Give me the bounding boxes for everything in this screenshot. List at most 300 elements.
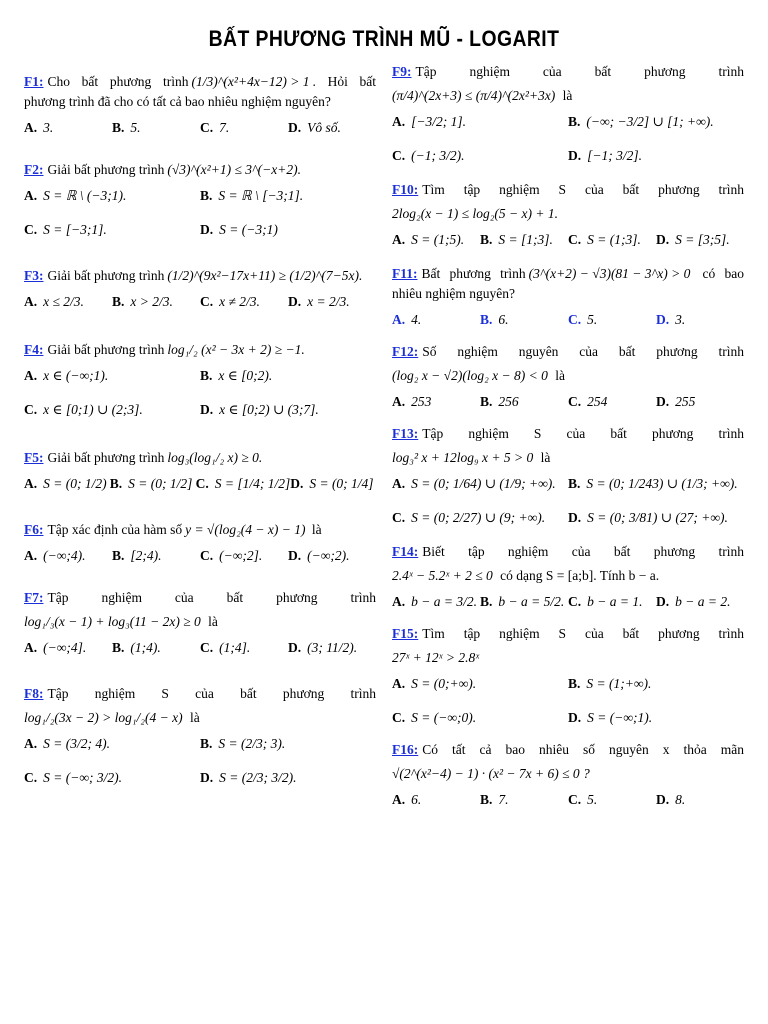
question-text [24,520,376,540]
math-formula: (1/3)^(x²+4x−12) > 1 [191,74,310,89]
option-key: D. [656,394,670,409]
option-value: (1;4). [130,640,161,655]
answer-options [24,474,376,494]
question-prompt: Tìm tập nghiệm S của bất phương trình [422,182,744,197]
answer-option[interactable] [656,790,744,810]
answer-option[interactable] [200,366,376,386]
option-key: B. [200,368,213,383]
question-label: F2: [24,162,44,177]
question-prompt: Tập nghiệm S của bất phương trình [422,426,744,441]
question-prompt: Giải bất phương trình [47,162,165,177]
option-key: C. [24,222,38,237]
question-label: F8: [24,686,44,701]
formula-line [392,644,744,668]
option-value: (−∞;4). [43,548,86,563]
option-key: B. [568,476,581,491]
option-key: B. [480,394,493,409]
question-text [24,160,376,180]
option-key: C. [200,294,214,309]
option-key: D. [288,640,302,655]
math-formula: 2log₂(x − 1) ≤ log₂(5 − x) + 1. [392,206,558,221]
answer-options [392,230,744,250]
question-text [24,72,376,112]
option-key: A. [24,476,38,491]
option-value: S = (−∞;1). [587,710,653,725]
option-value: (−∞; −3/2] ∪ [1; +∞). [586,114,714,129]
option-key: B. [109,476,123,491]
option-key: B. [480,232,493,247]
option-key: D. [656,232,670,247]
formula-line [24,704,376,728]
answer-option[interactable] [288,292,376,312]
question-prompt-tail: là [551,368,565,383]
option-value: S = (1;3]. [587,232,641,247]
option-value: 8. [675,792,686,807]
option-value: S = (0; 3/81) ∪ (27; +∞). [587,510,728,525]
option-key: C. [195,476,209,491]
option-key: C. [392,510,406,525]
question-prompt: Bất phương trình [421,266,526,281]
math-formula: 2.4ˣ − 5.2ˣ + 2 ≤ 0 [392,568,493,583]
question-label: F10: [392,182,419,197]
option-value: 256 [498,394,519,409]
option-key: B. [112,640,125,655]
option-value: S = (0; 1/2] [128,476,193,491]
question-text [392,342,744,362]
question-text [392,740,744,760]
answer-option[interactable] [288,546,376,566]
question-text [24,266,376,286]
answer-option[interactable] [392,674,568,694]
question-label: F12: [392,344,419,359]
question-f2 [24,160,376,240]
answer-option[interactable] [24,734,200,754]
option-key: B. [112,548,125,563]
answer-options [24,186,376,240]
answer-options [392,790,744,810]
question-f8 [24,684,376,788]
math-formula: log₁/₃(x − 1) + log₃(11 − 2x) ≥ 0 [24,614,201,629]
answer-option[interactable] [200,546,288,566]
formula-line [392,82,744,106]
question-label: F15: [392,626,419,641]
answer-options [24,118,376,138]
answer-option[interactable] [288,638,376,658]
question-label: F11: [392,266,418,281]
option-value: S = (0; 1/64) ∪ (1/9; +∞). [411,476,556,491]
option-value: x > 2/3. [130,294,173,309]
option-key: D. [568,148,582,163]
option-value: 4. [411,312,422,327]
answer-options [392,392,744,412]
answer-option[interactable] [480,592,568,612]
answer-option[interactable] [200,220,376,240]
answer-option[interactable] [568,112,744,132]
option-key: A. [24,640,38,655]
math-formula: log₁/₂ (x² − 3x + 2) ≥ −1. [167,342,305,357]
question-label: F16: [392,742,419,757]
answer-option[interactable] [112,638,200,658]
option-key: D. [290,476,304,491]
option-key: B. [200,736,213,751]
answer-options [392,112,744,166]
question-label: F9: [392,64,412,79]
question-prompt: Tập nghiệm của bất phương trình [415,64,744,79]
answer-option[interactable] [200,734,376,754]
question-text [392,542,744,562]
answer-option[interactable] [112,546,200,566]
option-value: x ∈ [0;1) ∪ (2;3]. [43,402,143,417]
option-value: S = (2/3; 3). [218,736,286,751]
question-f4 [24,340,376,420]
answer-options [392,474,744,528]
option-value: x = 2/3. [307,294,350,309]
option-value: b − a = 5/2. [498,594,565,609]
option-key: A. [392,312,406,327]
option-key: D. [656,792,670,807]
option-value: [−1; 3/2]. [587,148,642,163]
option-value: S = (1;5). [411,232,465,247]
answer-option[interactable] [196,474,291,494]
option-value: 7. [219,120,230,135]
question-label: F7: [24,590,44,605]
question-f13 [392,424,744,528]
answer-option[interactable] [392,474,568,494]
answer-option[interactable] [392,230,480,250]
option-value: 3. [675,312,686,327]
answer-option[interactable] [392,146,568,166]
option-value: [2;4). [130,548,162,563]
question-label: F3: [24,268,44,283]
question-prompt: Có tất cả bao nhiêu số nguyên x thỏa mãn [422,742,744,757]
question-prompt: Tập xác định của hàm số [47,522,183,537]
option-key: C. [392,710,406,725]
answer-option[interactable] [568,146,744,166]
math-formula: (3^(x+2) − √3)(81 − 3^x) > 0 [528,266,691,281]
option-value: 5. [130,120,141,135]
answer-option[interactable] [568,310,656,330]
option-key: C. [200,640,214,655]
option-value: 254 [587,394,608,409]
answer-option[interactable] [24,638,112,658]
question-prompt: Tập nghiệm S của bất phương trình [47,686,376,701]
answer-option[interactable] [200,768,376,788]
option-key: B. [480,312,493,327]
option-value: S = ℝ \ [−3;1]. [218,188,304,203]
option-key: D. [200,222,214,237]
option-key: A. [24,368,38,383]
answer-option[interactable] [568,592,656,612]
question-prompt: Giải bất phương trình [47,268,165,283]
answer-option[interactable] [568,474,744,494]
answer-option[interactable] [24,366,200,386]
question-f10 [392,180,744,250]
option-key: B. [480,594,493,609]
answer-option[interactable] [24,768,200,788]
option-value: (−∞;2]. [219,548,263,563]
question-f5 [24,448,376,494]
answer-option[interactable] [200,186,376,206]
option-value: S = (0; 1/4] [309,476,374,491]
option-value: S = (−∞; 3/2). [43,770,122,785]
option-value: S = (3/2; 4). [43,736,110,751]
option-key: A. [392,676,406,691]
answer-option[interactable] [656,592,744,612]
math-formula: log₁/₂(3x − 2) > log₁/₂(4 − x) [24,710,183,725]
option-value: 253 [411,394,432,409]
option-key: B. [200,188,213,203]
answer-option[interactable] [290,474,376,494]
option-value: 5. [587,312,598,327]
answer-option[interactable] [24,474,110,494]
option-value: (−1; 3/2). [411,148,465,163]
answer-option[interactable] [200,638,288,658]
option-key: A. [24,548,38,563]
answer-option[interactable] [392,392,480,412]
option-value: S = [−3;1]. [43,222,107,237]
option-key: A. [392,476,406,491]
answer-option[interactable] [24,292,112,312]
option-key: D. [656,594,670,609]
option-key: C. [568,232,582,247]
question-prompt-tail: là [204,614,218,629]
option-key: C. [568,312,582,327]
option-value: 7. [498,792,509,807]
answer-option[interactable] [392,112,568,132]
question-prompt-tail: là [559,88,573,103]
question-prompt-tail: có dạng S = [a;b]. Tính b − a. [496,568,660,583]
option-value: S = (0; 1/2) [43,476,107,491]
question-prompt: Cho bất phương trình [47,74,189,89]
answer-option[interactable] [568,230,656,250]
answer-option[interactable] [24,118,112,138]
option-value: x ∈ (−∞;1). [43,368,109,383]
option-value: (−∞;2). [307,548,350,563]
question-f16 [392,740,744,810]
question-f1 [24,72,376,138]
answer-option[interactable] [568,674,744,694]
answer-option[interactable] [392,592,480,612]
answer-option[interactable] [480,310,568,330]
question-text [392,180,744,200]
option-key: C. [200,548,214,563]
question-text [392,424,744,444]
answer-option[interactable] [112,292,200,312]
option-key: A. [392,114,406,129]
option-key: D. [288,548,302,563]
right-column [392,60,744,810]
answer-option[interactable] [480,230,568,250]
math-formula: √(2^(x²−4) − 1) · (x² − 7x + 6) ≤ 0 ? [392,766,590,781]
answer-options [24,292,376,312]
option-key: C. [24,770,38,785]
question-f7 [24,588,376,658]
option-value: S = (0; 2/27) ∪ (9; +∞). [411,510,546,525]
option-value: [−3/2; 1]. [411,114,466,129]
option-value: S = (1;+∞). [586,676,652,691]
question-prompt: Tìm tập nghiệm S của bất phương trình [422,626,744,641]
formula-line [392,200,744,224]
option-value: b − a = 2. [675,594,731,609]
option-key: A. [392,394,406,409]
option-value: (1;4]. [219,640,251,655]
option-key: D. [656,312,670,327]
option-value: x ∈ [0;2). [218,368,273,383]
question-prompt-tail: là [186,710,200,725]
question-label: F5: [24,450,44,465]
option-key: C. [392,148,406,163]
question-prompt: Biết tập nghiệm của bất phương trình [422,544,744,559]
answer-option[interactable] [24,186,200,206]
option-key: D. [288,120,302,135]
answer-option[interactable] [392,708,568,728]
option-value: S = [1/4; 1/2] [214,476,291,491]
option-key: A. [24,294,38,309]
option-key: B. [112,294,125,309]
question-text [24,340,376,360]
answer-options [24,546,376,566]
option-value: S = (−3;1) [219,222,278,237]
answer-option[interactable] [656,230,744,250]
option-key: B. [112,120,125,135]
answer-option[interactable] [110,474,196,494]
option-value: 3. [43,120,54,135]
math-formula: log₃² x + 12log₉ x + 5 > 0 [392,450,534,465]
answer-option[interactable] [200,400,376,420]
option-key: B. [568,114,581,129]
question-text [24,588,376,608]
option-key: A. [24,736,38,751]
option-value: 6. [411,792,422,807]
option-key: A. [392,792,406,807]
formula-line [392,562,744,586]
option-key: B. [568,676,581,691]
question-prompt: Số nghiệm nguyên của bất phương trình [422,344,744,359]
math-formula: (log₂ x − √2)(log₂ x − 8) < 0 [392,368,548,383]
answer-options [24,638,376,658]
question-text [392,624,744,644]
answer-option[interactable] [480,790,568,810]
question-f6 [24,520,376,566]
answer-options [392,310,744,330]
option-key: D. [568,710,582,725]
question-f11 [392,264,744,330]
math-formula: y = √(log₂(4 − x) − 1) [185,522,306,537]
question-prompt: Giải bất phương trình [47,450,165,465]
option-value: b − a = 3/2. [411,594,477,609]
question-prompt-tail: là [308,522,322,537]
option-value: x ∈ [0;2) ∪ (3;7]. [219,402,319,417]
answer-options [24,734,376,788]
option-key: C. [200,120,214,135]
option-value: S = [1;3]. [498,232,553,247]
page-title: BẤT PHƯƠNG TRÌNH MŨ - LOGARIT [208,26,560,51]
answer-option[interactable] [392,310,480,330]
answer-option[interactable] [568,508,744,528]
question-prompt-tail: có bao nhiêu nghiệm nguyên? [392,266,745,301]
option-value: S = (−∞;0). [411,710,477,725]
answer-option[interactable] [24,400,200,420]
answer-options [392,592,744,612]
formula-line [392,760,744,784]
option-value: b − a = 1. [587,594,643,609]
option-value: S = [3;5]. [675,232,730,247]
option-value: S = (0;+∞). [411,676,477,691]
question-f15 [392,624,744,728]
left-column [24,60,376,788]
answer-option[interactable] [288,118,376,138]
formula-line [24,608,376,632]
question-text [24,448,376,468]
math-formula: 27ˣ + 12ˣ > 2.8ˣ [392,650,480,665]
question-prompt: Tập nghiệm của bất phương trình [47,590,376,605]
answer-options [392,674,744,728]
question-prompt-tail: là [537,450,551,465]
answer-option[interactable] [112,118,200,138]
option-key: C. [568,792,582,807]
answer-options [24,366,376,420]
answer-option[interactable] [568,392,656,412]
math-formula: log₃(log₁/₂ x) ≥ 0. [167,450,263,465]
math-formula: (√3)^(x²+1) ≤ 3^(−x+2). [167,162,301,177]
math-formula: (1/2)^(9x²−17x+11) ≥ (1/2)^(7−5x). [167,268,363,283]
answer-option[interactable] [200,118,288,138]
option-value: S = ℝ \ (−3;1). [43,188,127,203]
answer-option[interactable] [656,392,744,412]
option-key: C. [568,594,582,609]
option-key: D. [288,294,302,309]
question-label: F6: [24,522,44,537]
option-key: A. [392,232,406,247]
formula-line [392,362,744,386]
answer-option[interactable] [392,508,568,528]
question-f9 [392,62,744,166]
option-key: C. [568,394,582,409]
answer-option[interactable] [480,392,568,412]
option-key: D. [568,510,582,525]
answer-option[interactable] [568,708,744,728]
option-value: Vô số. [307,120,341,135]
option-value: 5. [587,792,598,807]
question-f14 [392,542,744,612]
answer-option[interactable] [24,220,200,240]
answer-option[interactable] [24,546,112,566]
option-key: C. [24,402,38,417]
answer-option[interactable] [200,292,288,312]
question-prompt-tail: . Hỏi bất phương trình đã cho có tất cả bao nhiêu nghiệm nguyên? [24,74,376,109]
answer-option[interactable] [656,310,744,330]
option-value: S = (0; 1/243) ∪ (1/3; +∞). [586,476,738,491]
option-key: D. [200,402,214,417]
question-label: F14: [392,544,419,559]
option-value: 6. [498,312,509,327]
question-f12 [392,342,744,412]
option-value: S = (2/3; 3/2). [219,770,297,785]
question-label: F4: [24,342,44,357]
formula-line [392,444,744,468]
option-value: (−∞;4]. [43,640,87,655]
question-label: F13: [392,426,419,441]
option-key: A. [392,594,406,609]
option-value: x ≠ 2/3. [219,294,260,309]
option-value: 255 [675,394,696,409]
question-label: F1: [24,74,44,89]
question-text [392,264,744,304]
question-f3 [24,266,376,312]
answer-option[interactable] [568,790,656,810]
option-value: x ≤ 2/3. [43,294,84,309]
answer-option[interactable] [392,790,480,810]
